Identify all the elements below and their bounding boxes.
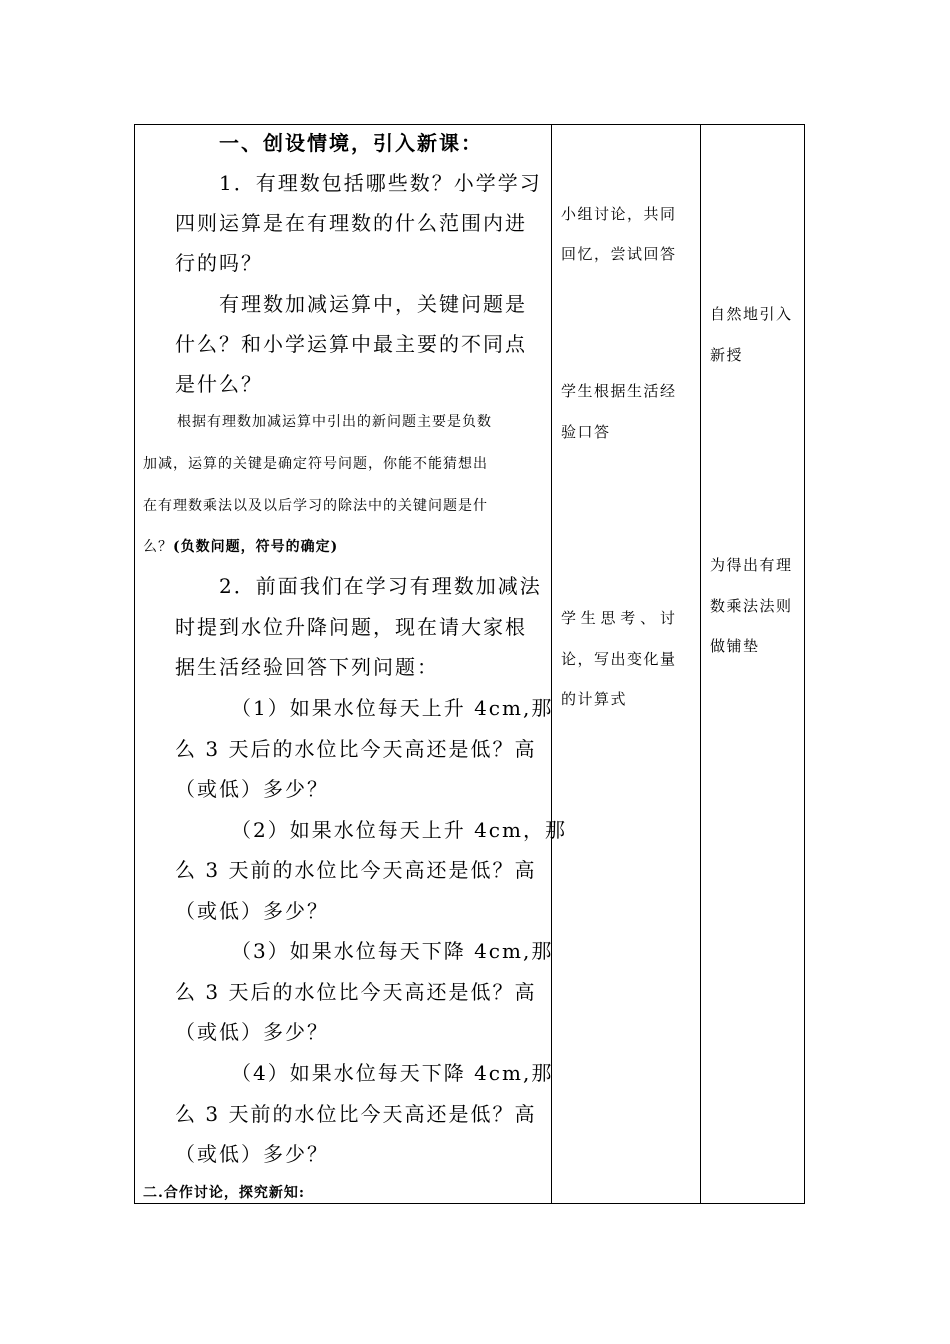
- sub-question-2-line-2: 么 3 天前的水位比今天高还是低？高: [175, 858, 537, 882]
- sub-question-1-line-3: （或低）多少？: [175, 777, 329, 801]
- student-activity-column: [552, 125, 700, 1203]
- activity-1-line-2: 回忆，尝试回答: [561, 245, 677, 263]
- activity-2-line-1: 学生根据生活经: [561, 382, 677, 400]
- question-1-line-3: 行的吗？: [175, 251, 263, 275]
- question-2-line-3: 据生活经验回答下列问题：: [175, 655, 439, 679]
- sub-question-4-line-3: （或低）多少？: [175, 1142, 329, 1166]
- sub-question-3-line-1: （3）如果水位每天下降 4cm,那: [231, 939, 554, 963]
- section-heading-1: 一、创设情境，引入新课：: [219, 131, 483, 155]
- design-intent-column: [701, 125, 805, 1203]
- sub-question-3-line-3: （或低）多少？: [175, 1020, 329, 1044]
- sub-question-4-line-1: （4）如果水位每天下降 4cm,那: [231, 1061, 554, 1085]
- question-2-line-2: 时提到水位升降问题，现在请大家根: [175, 615, 527, 639]
- lesson-table: [134, 124, 805, 1204]
- activity-3-line-3: 的计算式: [561, 690, 628, 708]
- sub-question-2-line-3: （或低）多少？: [175, 899, 329, 923]
- intent-1-line-2: 新授: [710, 346, 744, 364]
- note-line-3: 在有理数乘法以及以后学习的除法中的关键问题是什: [143, 498, 488, 514]
- activity-3-line-2: 论，写出变化量: [561, 650, 677, 668]
- question-1b-line-3: 是什么？: [175, 372, 263, 396]
- note-line-1: 根据有理数加减运算中引出的新问题主要是负数: [177, 414, 492, 430]
- note-line-4: 么？(负数问题，符号的确定): [143, 539, 339, 555]
- activity-1-line-1: 小组讨论，共同: [561, 205, 677, 223]
- section-heading-2: 二.合作讨论，探究新知:: [143, 1185, 306, 1201]
- intent-1-line-1: 自然地引入: [710, 305, 793, 323]
- question-1b-line-2: 什么？和小学运算中最主要的不同点: [175, 332, 527, 356]
- note-answer: (负数问题，符号的确定): [173, 539, 339, 555]
- activity-2-line-2: 验口答: [561, 423, 611, 441]
- sub-question-1-line-2: 么 3 天后的水位比今天高还是低？高: [175, 737, 537, 761]
- question-2-line-1: 2．前面我们在学习有理数加减法: [219, 574, 542, 598]
- intent-2-line-3: 做铺垫: [710, 637, 760, 655]
- activity-3-line-1: 学 生 思 考 、 讨: [561, 609, 675, 627]
- sub-question-2-line-1: （2）如果水位每天上升 4cm，那: [231, 818, 567, 842]
- teaching-content-column: [135, 125, 567, 1203]
- sub-question-1-line-1: （1）如果水位每天上升 4cm,那: [231, 696, 554, 720]
- question-1-line-2: 四则运算是在有理数的什么范围内进: [175, 211, 527, 235]
- question-1b-line-1: 有理数加减运算中，关键问题是: [219, 292, 527, 316]
- question-1-line-1: 1．有理数包括哪些数？小学学习: [219, 171, 542, 195]
- note-line-2: 加减，运算的关键是确定符号问题，你能不能猜想出: [143, 456, 488, 472]
- intent-2-line-2: 数乘法法则: [710, 597, 793, 615]
- intent-2-line-1: 为得出有理: [710, 556, 793, 574]
- sub-question-4-line-2: 么 3 天前的水位比今天高还是低？高: [175, 1102, 537, 1126]
- sub-question-3-line-2: 么 3 天后的水位比今天高还是低？高: [175, 980, 537, 1004]
